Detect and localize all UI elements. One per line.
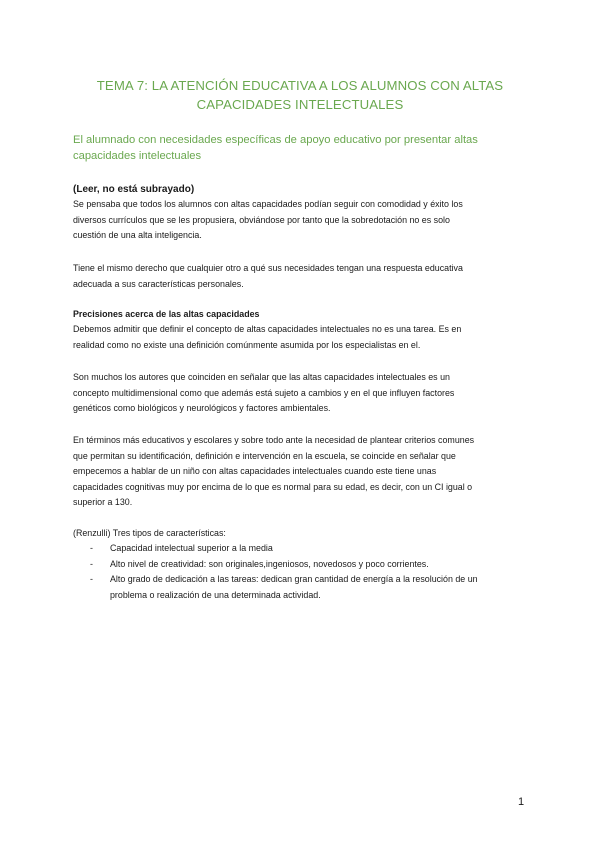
para3-line-2: realidad como no existe una definición comúnmente asumida por los especialistas en el.	[73, 339, 421, 350]
paragraph-3	[73, 322, 533, 353]
characteristics-list	[73, 541, 533, 603]
bullet-2-text: Alto nivel de creatividad: son originales,ingeniosos, novedosos y poco corrientes.	[110, 558, 429, 569]
renzulli-intro: (Renzulli) Tres tipos de características:	[73, 528, 226, 538]
subtitle-line-1: El alumnado con necesidades específicas de apoyo educativo por presentar altas	[73, 134, 478, 146]
title-line-2: CAPACIDADES INTELECTUALES	[196, 97, 404, 112]
para1-line-3: cuestión de una alta inteligencia.	[73, 230, 202, 241]
page-number: 1	[518, 796, 525, 808]
list-item	[73, 557, 533, 573]
para3-line-1: Debemos admitir que definir el concepto de altas capacidades intelectuales no es una tarea. Es en	[73, 324, 462, 334]
bullet-3-line-1: Alto grado de dedicación a las tareas: dedican gran cantidad de energía a la resolución de un	[110, 574, 478, 585]
precisiones-heading: Precisiones acerca de las altas capacidades	[73, 309, 260, 319]
note-heading: (Leer, no está subrayado)	[73, 184, 195, 195]
list-item	[73, 541, 533, 557]
para5-line-3: empecemos a hablar de un niño con altas capacidades intelectuales cuando este tiene unas	[73, 466, 437, 477]
paragraph-4	[73, 370, 533, 417]
paragraph-5	[73, 433, 533, 511]
title-line-1: TEMA 7: LA ATENCIÓN EDUCATIVA A LOS ALUMNOS CON ALTAS	[96, 78, 504, 93]
para1-line-1: Se pensaba que todos los alumnos con altas capacidades podían seguir con comodidad y éxito los	[73, 199, 463, 209]
document-title	[60, 76, 540, 114]
bullet-1-text: Capacidad intelectual superior a la media	[110, 543, 273, 553]
para1-line-2: diversos currículos que se les propusiera, obviándose por tanto que la sobredotación no es solo	[73, 214, 450, 225]
subtitle-line-2: capacidades intelectuales	[73, 150, 202, 162]
section-subtitle	[73, 132, 513, 164]
para4-line-3: genéticos como biológicos y neurológicos y factores ambientales.	[73, 403, 331, 414]
list-item	[73, 572, 533, 603]
para5-line-2: que permitan su identificación, definición e intervención en la escuela, se coincide en señalar que	[73, 450, 456, 461]
para2-line-2: adecuada a sus características personales.	[73, 278, 244, 289]
para2-line-1: Tiene el mismo derecho que cualquier otro a qué sus necesidades tengan una respuesta educativa	[73, 263, 463, 273]
para5-line-4: capacidades cognitivas muy por encima de lo que es normal para su edad, es decir, con un CI igual o	[73, 481, 473, 492]
paragraph-2	[73, 261, 533, 292]
para4-line-2: concepto multidimensional como que además está sujeto a cambios y en el que influyen factores	[73, 387, 455, 398]
bullet-3-line-2: problema o realización de una determinada actividad.	[110, 589, 321, 600]
para5-line-5: superior a 130.	[73, 497, 133, 508]
para4-line-1: Son muchos los autores que coinciden en señalar que las altas capacidades intelectuales es un	[73, 372, 450, 382]
para5-line-1: En términos más educativos y escolares y sobre todo ante la necesidad de plantear criterios comunes	[73, 435, 475, 445]
paragraph-1	[73, 197, 533, 244]
